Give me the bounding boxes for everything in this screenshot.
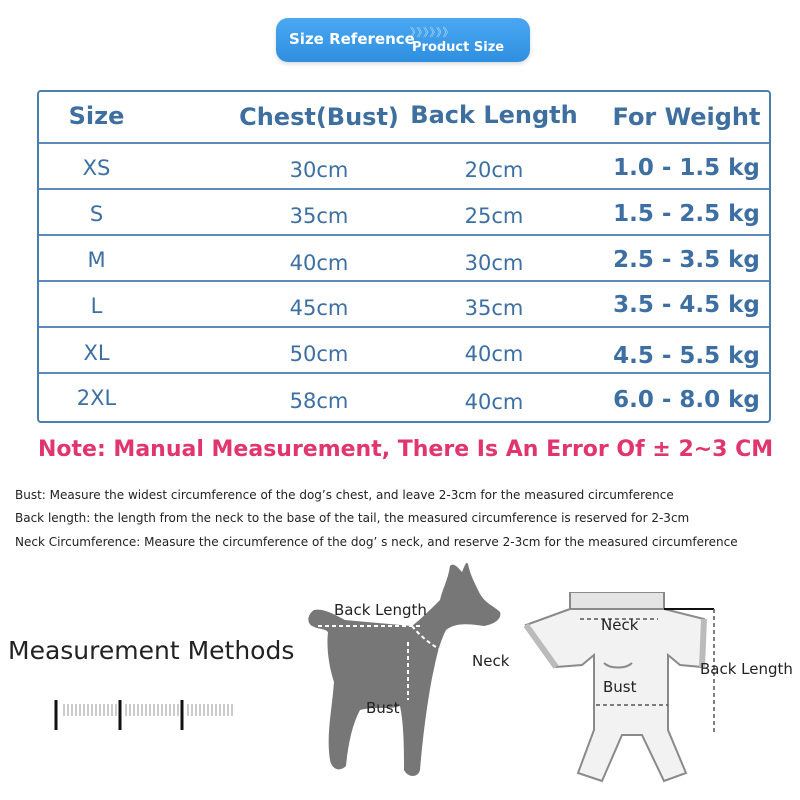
header-chest: Chest(Bust) xyxy=(239,103,399,131)
table-row xyxy=(39,190,769,236)
cell-weight: 4.5 - 5.5 kg xyxy=(613,343,760,369)
cell-size: XS xyxy=(82,156,111,180)
back-length-description: Back length: the length from the neck to the base of the tail, the measured circumference is reserved for 2-3cm xyxy=(15,511,690,525)
size-reference-banner xyxy=(276,18,530,62)
neck-description: Neck Circumference: Measure the circumference of the dog’ s neck, and reserve 2-3cm for the measured circumference xyxy=(15,535,738,549)
dog-back-length-label: Back Length xyxy=(334,601,427,619)
cell-back-length: 40cm xyxy=(464,342,524,366)
cell-back-length: 35cm xyxy=(464,296,524,320)
table-row xyxy=(39,282,769,328)
banner-subtitle: Product Size xyxy=(412,40,505,55)
garment-neck-label: Neck xyxy=(601,616,639,634)
cell-back-length: 30cm xyxy=(464,251,524,275)
dog-neck-label: Neck xyxy=(472,652,510,670)
dog-silhouette xyxy=(300,560,520,785)
cell-weight: 1.0 - 1.5 kg xyxy=(613,155,760,181)
ruler-icon xyxy=(54,694,244,738)
cell-chest: 50cm xyxy=(289,342,349,366)
cell-weight: 2.5 - 3.5 kg xyxy=(613,247,760,273)
cell-weight: 1.5 - 2.5 kg xyxy=(613,201,760,227)
garment-bust-label: Bust xyxy=(603,678,637,696)
header-back-length: Back Length xyxy=(410,101,578,129)
bust-description: Bust: Measure the widest circumference of the dog’s chest, and leave 2-3cm for the measured circumference xyxy=(15,488,674,502)
cell-chest: 30cm xyxy=(289,158,349,182)
cell-size: 2XL xyxy=(76,386,117,410)
cell-back-length: 20cm xyxy=(464,158,524,182)
cell-back-length: 25cm xyxy=(464,204,524,228)
table-row xyxy=(39,144,769,190)
cell-weight: 3.5 - 4.5 kg xyxy=(613,292,760,318)
table-row xyxy=(39,236,769,282)
garment-back-length-label: Back Length xyxy=(700,660,793,678)
banner-title: Size Reference xyxy=(289,30,415,48)
dog-bust-label: Bust xyxy=(366,699,400,717)
table-header-row xyxy=(39,92,769,144)
cell-back-length: 40cm xyxy=(464,390,524,414)
cell-chest: 45cm xyxy=(289,296,349,320)
cell-size: XL xyxy=(83,341,110,365)
cell-chest: 35cm xyxy=(289,204,349,228)
cell-size: M xyxy=(87,248,106,272)
header-size: Size xyxy=(68,102,125,130)
table-row xyxy=(39,374,769,421)
cell-chest: 40cm xyxy=(289,251,349,275)
cell-size: S xyxy=(89,202,104,226)
measurement-error-note: Note: Manual Measurement, There Is An Error Of ± 2~3 CM xyxy=(38,437,774,462)
measurement-methods-title: Measurement Methods xyxy=(8,636,295,665)
cell-weight: 6.0 - 8.0 kg xyxy=(613,387,760,413)
cell-size: L xyxy=(90,294,103,318)
cell-chest: 58cm xyxy=(289,389,349,413)
table-row xyxy=(39,328,769,374)
size-table xyxy=(37,90,771,423)
banner-arrows: 》》》》》》 xyxy=(410,26,455,39)
header-weight: For Weight xyxy=(612,103,761,131)
